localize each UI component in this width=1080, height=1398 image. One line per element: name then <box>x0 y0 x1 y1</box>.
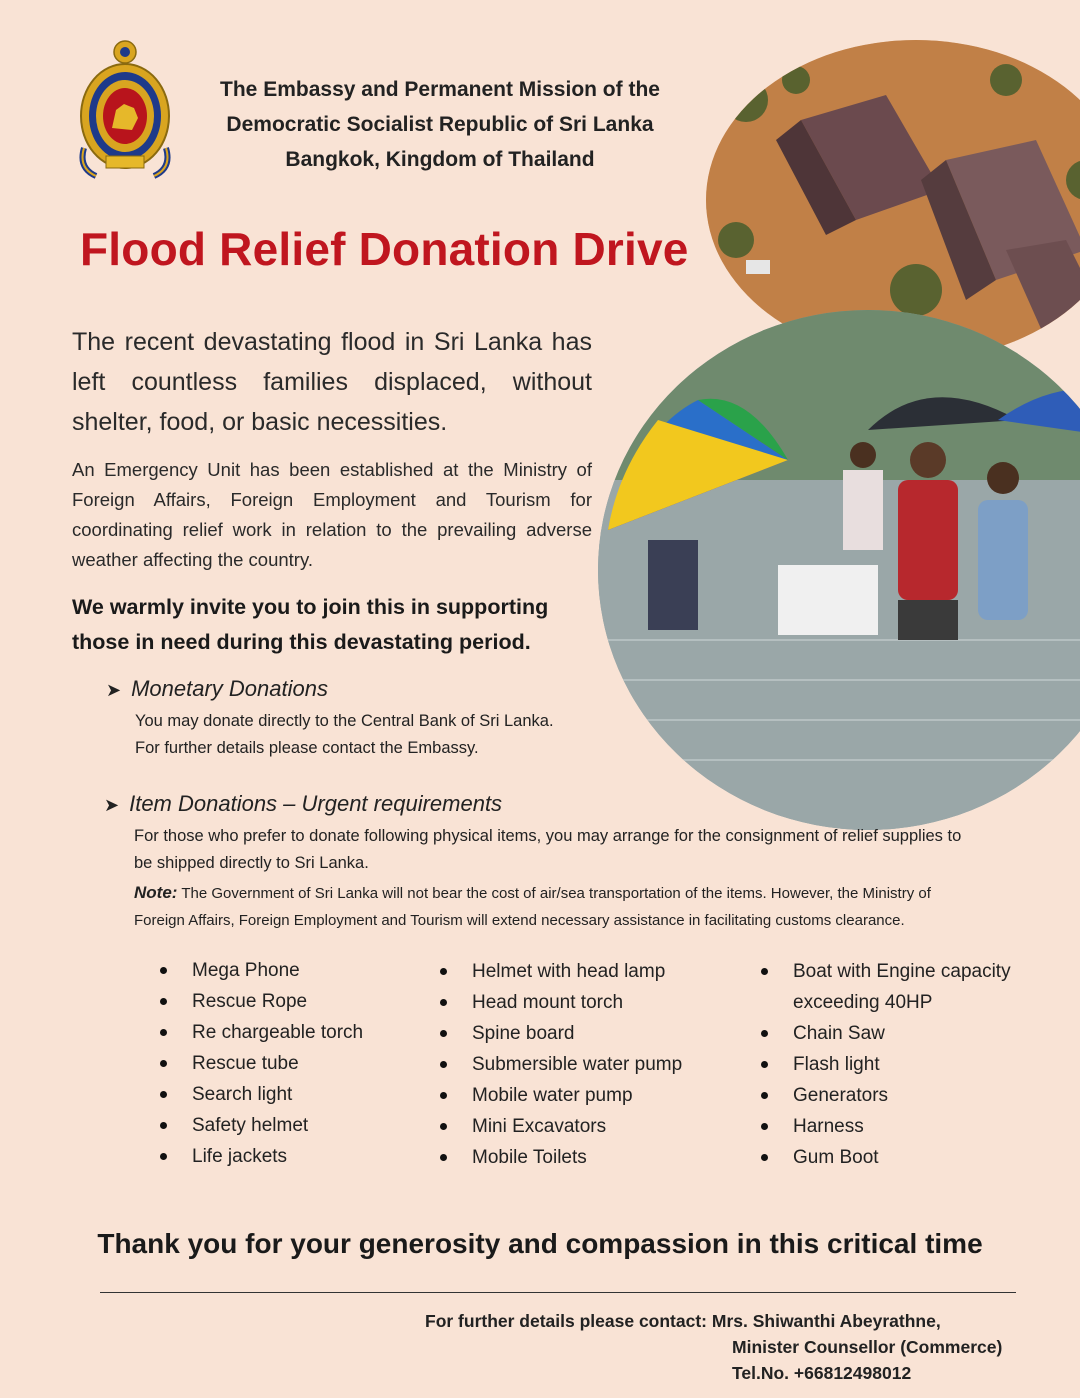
list-item: Harness <box>761 1111 1011 1142</box>
item-line-1: For those who prefer to donate following physical items, you may arrange for the consignment of relief supplies to <box>134 827 962 845</box>
embassy-header <box>190 72 690 177</box>
list-item: Re chargeable torch <box>160 1017 363 1048</box>
emergency-unit-text: An Emergency Unit has been established at the Ministry of Foreign Affairs, Foreign Employment and Tourism for coordinating relief work in relation to the prevailing adverse weather affecting the country. <box>72 459 592 570</box>
list-item: Life jackets <box>160 1141 363 1172</box>
monetary-line-1: You may donate directly to the Central Bank of Sri Lanka. <box>135 712 554 730</box>
contact-line-1: For further details please contact: Mrs. Shiwanthi Abeyrathne, <box>425 1311 941 1331</box>
note-line-1: The Government of Sri Lanka will not bear the cost of air/sea transportation of the items. However, the Ministry of <box>177 885 931 902</box>
list-item: Generators <box>761 1080 1011 1111</box>
monetary-heading-text: Monetary Donations <box>131 676 328 701</box>
list-item: Mega Phone <box>160 955 363 986</box>
note-label: Note: <box>134 883 178 902</box>
page-title: Flood Relief Donation Drive <box>80 223 689 275</box>
list-item: Boat with Engine capacity exceeding 40HP <box>761 956 1011 1018</box>
invite-line-2: those in need during this devastating period. <box>72 630 531 654</box>
list-item: Mobile water pump <box>440 1080 682 1111</box>
item-body <box>134 823 1054 877</box>
list-item: Spine board <box>440 1018 682 1049</box>
intro-text: The recent devastating flood in Sri Lanka has left countless families displaced, without shelter, food, or basic necessities. <box>72 328 592 436</box>
sri-lanka-emblem-icon <box>76 38 174 182</box>
list-item: Rescue tube <box>160 1048 363 1079</box>
list-item: Rescue Rope <box>160 986 363 1017</box>
list-item: Search light <box>160 1079 363 1110</box>
item-heading-text: Item Donations – Urgent requirements <box>129 791 503 816</box>
header-line-1: The Embassy and Permanent Mission of the <box>220 78 660 101</box>
contact-line-2: Minister Counsellor (Commerce) <box>732 1337 1003 1357</box>
thank-you-text: Thank you for your generosity and compassion in this critical time <box>97 1228 983 1259</box>
list-item: Mobile Toilets <box>440 1142 682 1173</box>
header-line-2: Democratic Socialist Republic of Sri Lanka <box>226 113 654 136</box>
invite-line-1: We warmly invite you to join this in supporting <box>72 595 549 619</box>
monetary-line-2: For further details please contact the Embassy. <box>135 739 479 757</box>
header-line-3: Bangkok, Kingdom of Thailand <box>285 148 595 171</box>
items-list-col-3 <box>761 956 1011 1173</box>
items-list-col-2 <box>440 956 682 1173</box>
note-line-2: Foreign Affairs, Foreign Employment and Tourism will extend necessary assistance in facilitating customs clearance. <box>134 912 905 929</box>
list-item: Safety helmet <box>160 1110 363 1141</box>
list-item: Helmet with head lamp <box>440 956 682 987</box>
item-heading <box>104 791 502 817</box>
list-item: Submersible water pump <box>440 1049 682 1080</box>
list-item: Head mount torch <box>440 987 682 1018</box>
list-item: Mini Excavators <box>440 1111 682 1142</box>
list-item: Chain Saw <box>761 1018 1011 1049</box>
contact-block <box>425 1308 1025 1386</box>
list-item: Gum Boot <box>761 1142 1011 1173</box>
flood-people-photo <box>598 310 1080 830</box>
monetary-heading <box>106 676 328 702</box>
monetary-body <box>135 708 554 762</box>
arrow-bullet-icon: ➤ <box>106 680 122 700</box>
item-line-2: be shipped directly to Sri Lanka. <box>134 854 369 872</box>
contact-phone: Tel.No. +66812498012 <box>732 1363 912 1383</box>
arrow-bullet-icon: ➤ <box>104 795 120 815</box>
divider <box>100 1292 1016 1293</box>
list-item: Flash light <box>761 1049 1011 1080</box>
items-list-col-1 <box>160 955 363 1172</box>
invitation-text <box>72 590 592 660</box>
note-block <box>134 879 1054 934</box>
